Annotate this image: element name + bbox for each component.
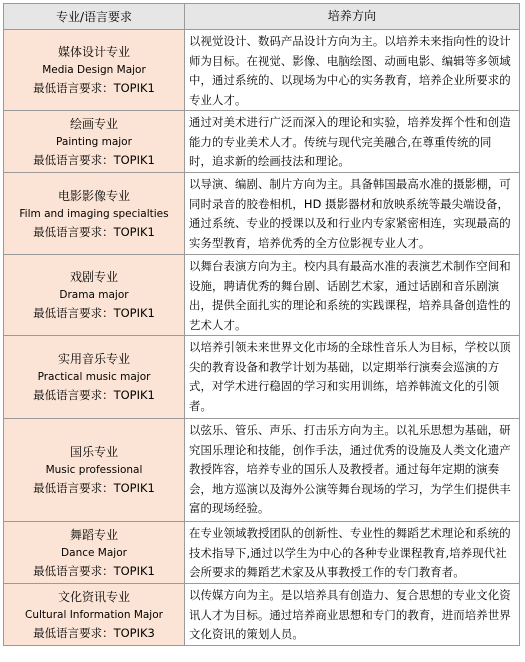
major-name-cn: 戏剧专业 (69, 270, 118, 284)
major-name-cn: 文化资讯专业 (57, 589, 130, 604)
training-direction: 以舞台表演方向为主。校内具有最高水准的表演艺术制作空间和设施，聘请优秀的舞台剧、话剧艺术家，通过话剧和音乐剧演出，提供全面扎实的理论和系统的实践课程，培养具备创造性的艺术人才。 (189, 259, 511, 332)
table-row (4, 110, 519, 172)
major-name-cn: 媒体设计专业 (57, 45, 130, 59)
major-cell (4, 522, 185, 583)
major-cell (4, 584, 185, 645)
major-name-en: Painting major (56, 135, 132, 148)
language-requirement: 最低语言要求：TOPIK3 (33, 625, 155, 640)
major-name-en: Music professional (45, 464, 143, 476)
table-row (4, 172, 519, 254)
training-direction: 以弦乐、管乐、声乐、打击乐方向为主。以礼乐思想为基础，研究国乐理论和技能，创作手法，通过优秀的设施及人类文化遗产教授阵容，培养专业的国乐人及教授者。通过每年定期的演奏会，地方巡演以及海外公演等舞台现场的学习，为学生们提供丰富的现场经验。 (189, 423, 511, 515)
major-name-en: Cultural Information Major (25, 608, 163, 621)
major-cell (4, 255, 185, 335)
table-row (4, 521, 519, 583)
language-requirement: 最低语言要求：TOPIK1 (33, 388, 155, 402)
major-name-en: Film and imaging specialties (19, 207, 169, 220)
training-direction: 以导演、编剧、制片方向为主。具备韩国最高水准的摄影棚，可同时录音的胶卷相机，HD 摄影器材和放映系统等最尖端设备，通过系统、专业的授课以及和行业内专家紧密相连，实现最高的实务型教育，培养优秀的全方位影视专业人才。 (189, 177, 511, 250)
language-requirement: 最低语言要求：TOPIK1 (33, 306, 155, 320)
major-name-cn: 绘画专业 (69, 116, 118, 131)
major-name-cn: 舞蹈专业 (69, 527, 118, 542)
major-name-en: Practical music major (37, 371, 151, 383)
language-requirement: 最低语言要求：TOPIK1 (33, 224, 155, 239)
training-direction: 以视觉设计、数码产品设计方向为主。以培养未来指向性的设计师为目标。在视觉、影像、电脑绘图、动画电影、编辑等多领域中，通过系统的、以现场为中心的实务教育，培养企业所要求的专业人才。 (189, 34, 511, 107)
training-direction: 以传媒方向为主。是以培养具有创造力、复合思想的专业文化资讯人才为目标。通过培养商业思想和专门的教育，进而培养世界文化资讯的策划人员。 (189, 588, 511, 641)
table-row (4, 418, 519, 521)
training-direction: 以培养引领未来世界文化市场的全球性音乐人为目标，学校以顶尖的教育设备和教学计划为基础，以定期举行演奏会巡演的方式，对学术进行稳固的学习和实用训练，培养韩流文化的引领者。 (189, 340, 511, 413)
major-name-cn: 实用音乐专业 (57, 352, 130, 366)
major-cell (4, 419, 185, 521)
table-row (4, 254, 519, 335)
majors-table (3, 3, 520, 646)
major-name-en: Media Design Major (42, 64, 146, 76)
language-requirement: 最低语言要求：TOPIK1 (33, 152, 155, 167)
table-row (4, 29, 519, 110)
table-row (4, 335, 519, 418)
language-requirement: 最低语言要求：TOPIK1 (33, 481, 155, 495)
major-cell (4, 173, 185, 254)
table-row (4, 583, 519, 645)
major-name-en: Dance Major (61, 546, 127, 559)
major-name-cn: 国乐专业 (69, 445, 118, 459)
training-direction: 在专业领域教授团队的创新性、专业性的舞蹈艺术理论和系统的技术指导下,通过以学生为中心的各种专业课程教育,培养现代社会所要求的舞蹈艺术家及从事教授工作的专门教育者。 (189, 526, 511, 579)
language-requirement: 最低语言要求：TOPIK1 (33, 81, 155, 95)
table-header-row (4, 4, 519, 29)
major-name-cn: 电影影像专业 (57, 188, 130, 203)
header-major-language: 专业/语言要求 (4, 4, 185, 29)
major-cell (4, 336, 185, 418)
major-name-en: Drama major (59, 289, 129, 301)
major-cell (4, 111, 185, 172)
language-requirement: 最低语言要求：TOPIK1 (33, 563, 155, 578)
header-training-direction: 培养方向 (185, 4, 519, 29)
major-cell (4, 30, 185, 110)
training-direction: 通过对美术进行广泛而深入的理论和实验，培养发挥个性和创造能力的专业美术人才。传统与现代完美融合,在尊重传统的同时，追求新的绘画技法和理论。 (189, 115, 511, 168)
